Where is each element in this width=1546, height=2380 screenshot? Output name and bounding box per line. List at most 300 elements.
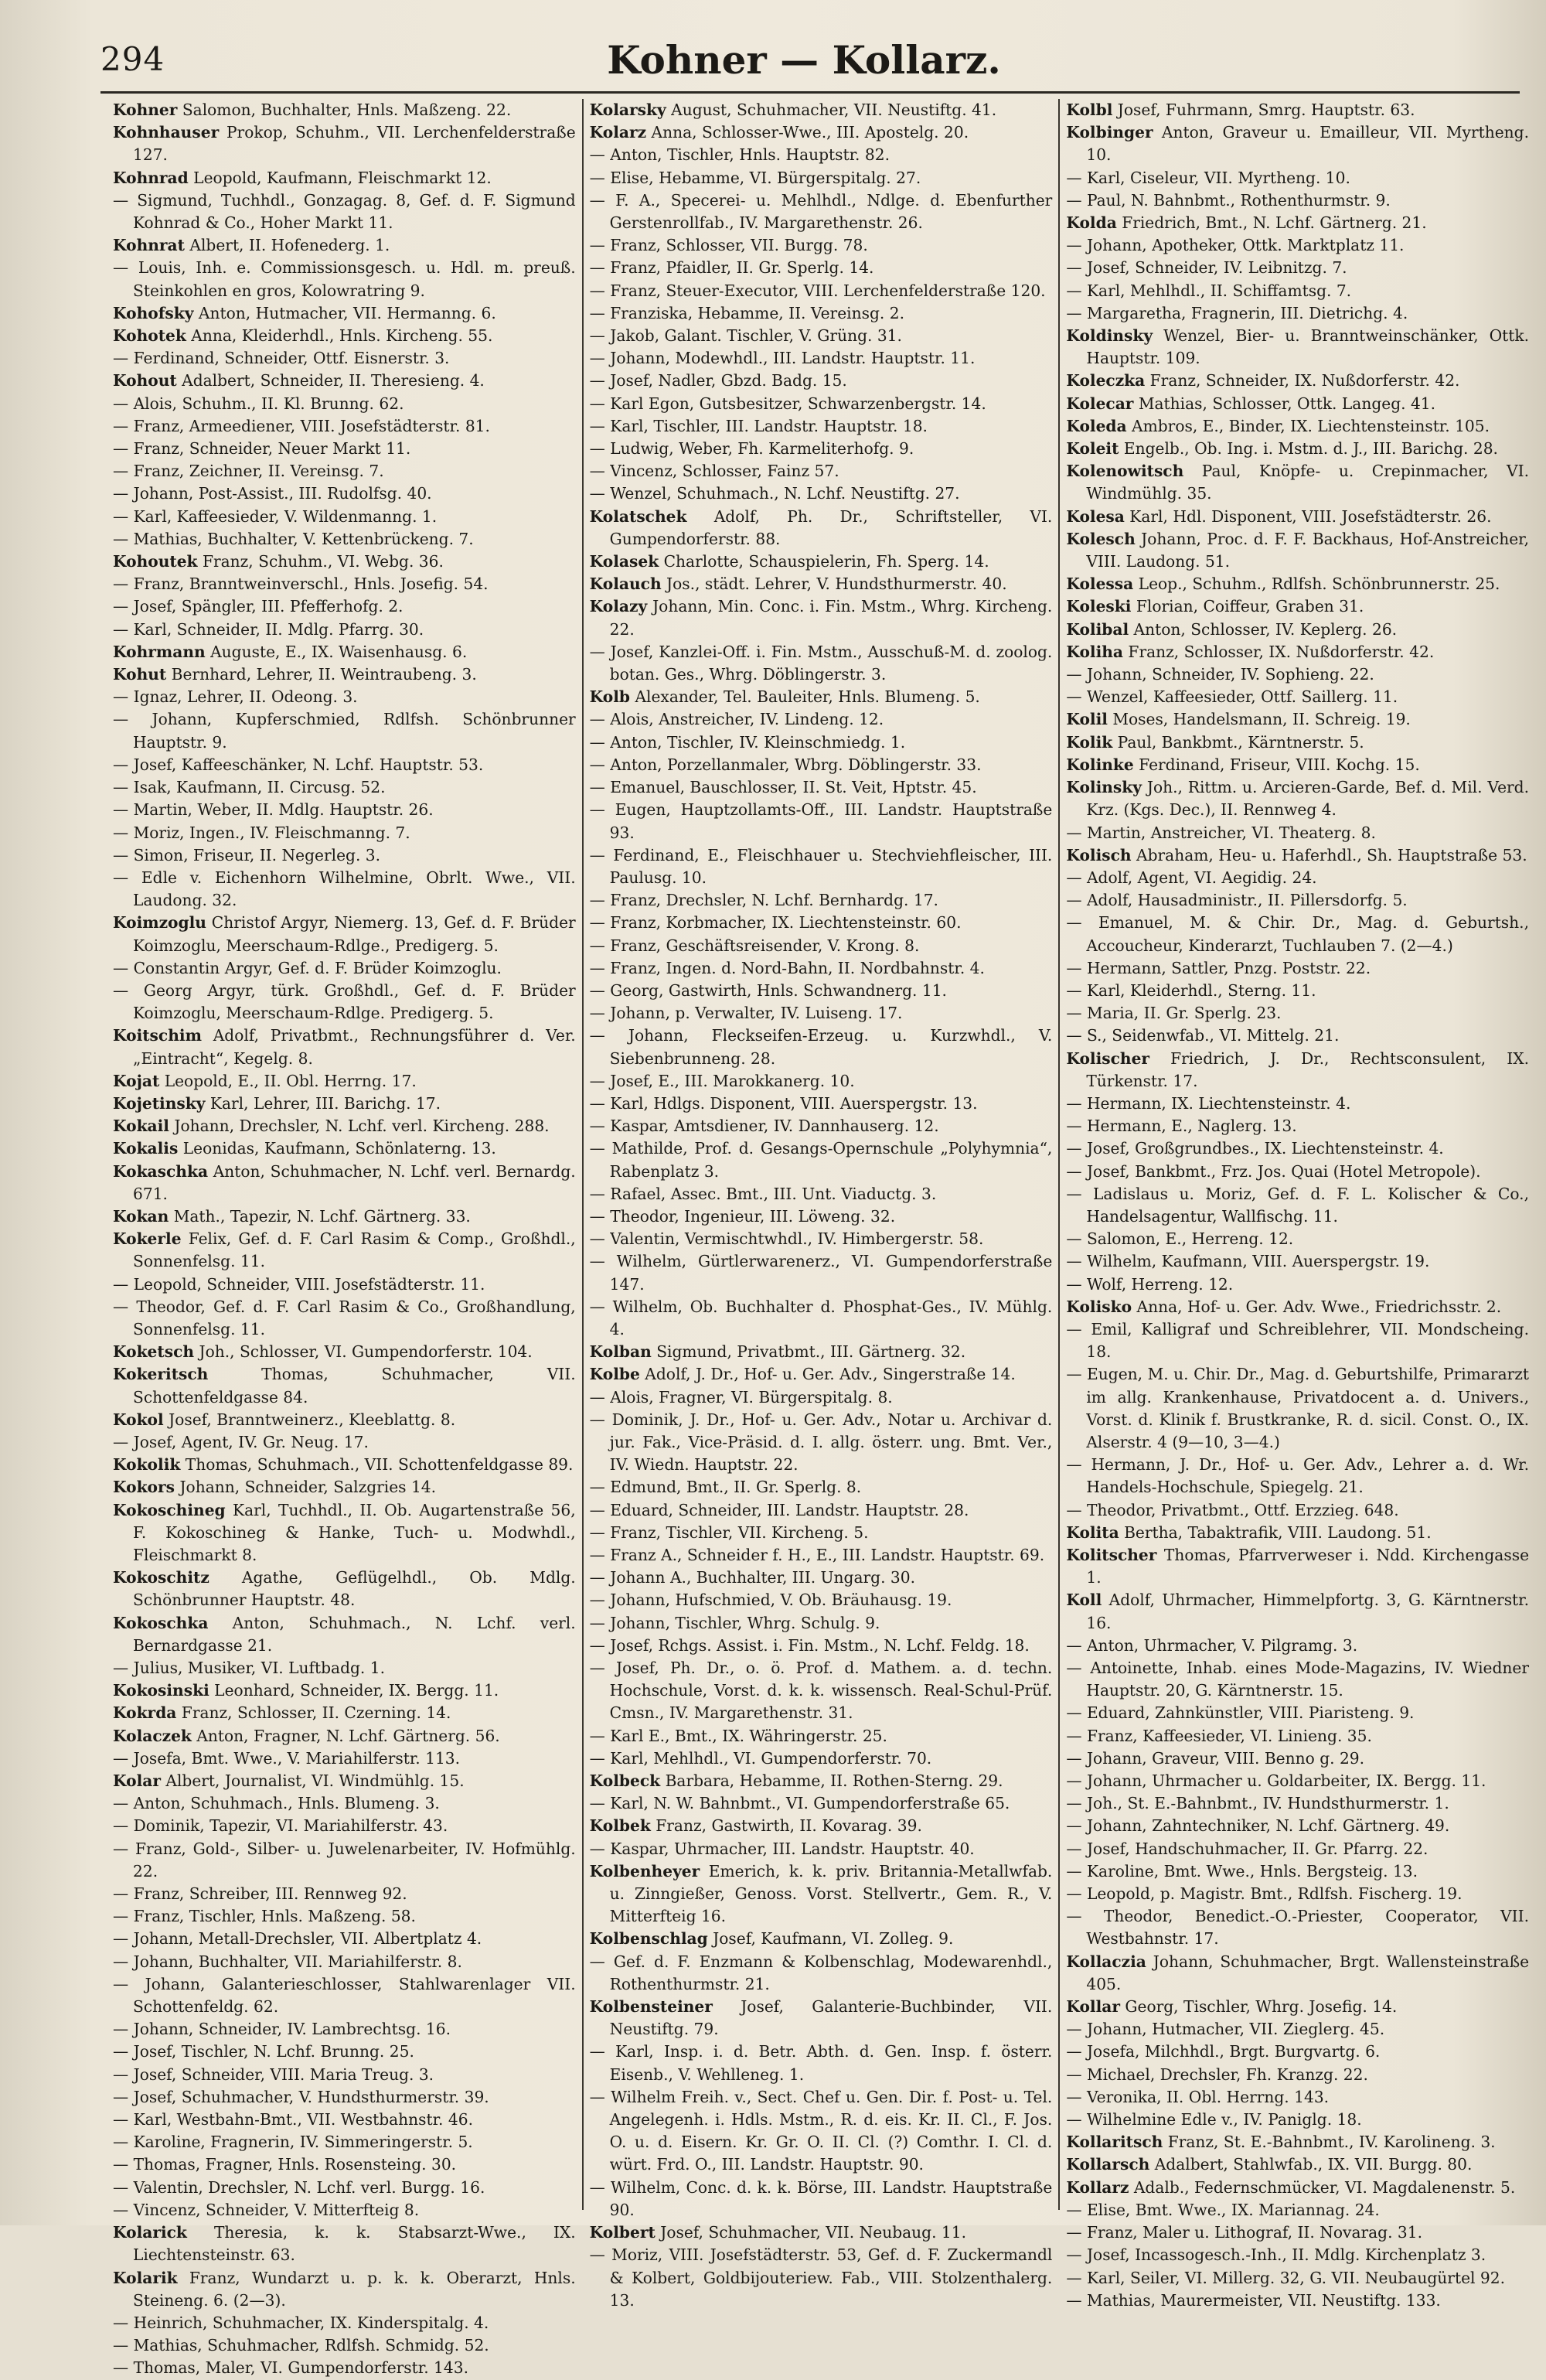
directory-entry	[1066, 370, 1529, 392]
entry-details: Thomas, Pfarrverweser i. Ndd. Kirchengasse 1.	[1086, 1546, 1530, 1587]
column-right	[1060, 99, 1535, 2310]
directory-entry	[113, 1657, 576, 1679]
directory-entry	[113, 1025, 576, 1069]
entry-surname: Kolazy	[589, 597, 648, 616]
entry-details: — Johann, Kupferschmied, Rdlfsh. Schönbrunner Hauptstr. 9.	[113, 710, 576, 752]
directory-entry	[590, 1838, 1053, 1860]
entry-details: — Wilhelm, Kaufmann, VIII. Auerspergstr. 19.	[1066, 1252, 1430, 1271]
entry-surname: Kolesch	[1066, 529, 1136, 548]
directory-entry	[590, 415, 1053, 438]
directory-entry	[113, 506, 576, 528]
directory-entry	[1066, 731, 1529, 754]
header-rule	[100, 91, 1520, 94]
directory-entry	[1066, 1137, 1529, 1160]
directory-entry	[590, 957, 1053, 980]
directory-entry	[590, 1205, 1053, 1228]
directory-entry	[1066, 980, 1529, 1002]
entry-details: Anton, Schuhmach., N. Lchf. verl. Bernardgasse 21.	[133, 1613, 576, 1655]
directory-entry	[1066, 1770, 1529, 1792]
entry-details: Adalb., Federnschmücker, VI. Magdalenenstr. 5.	[1129, 2177, 1516, 2197]
entry-surname: Koimzoglu	[113, 913, 206, 933]
entry-details: — Josef, Nadler, Gbzd. Badg. 15.	[589, 371, 847, 390]
directory-entry	[113, 1476, 576, 1499]
directory-entry	[1066, 776, 1529, 821]
directory-entry	[113, 189, 576, 234]
directory-entry	[113, 2221, 576, 2266]
directory-entry	[113, 1792, 576, 1815]
entry-surname: Kohrmann	[113, 642, 206, 661]
entry-details: Leonidas, Kaufmann, Schönlaterng. 13.	[178, 1139, 496, 1158]
entry-details: Charlotte, Schauspielerin, Fh. Sperg. 14.	[659, 552, 989, 571]
entry-details: Felix, Gef. d. F. Carl Rasim & Comp., Großhdl., Sonnenfelsg. 11.	[133, 1229, 576, 1271]
directory-entry	[113, 754, 576, 776]
entry-details: — Wilhelm, Ob. Buchhalter d. Phosphat-Ges., IV. Mühlg. 4.	[589, 1297, 1053, 1338]
directory-entry	[1066, 1792, 1529, 1815]
entry-details: Leopold, E., II. Obl. Herrng. 17.	[159, 1071, 417, 1090]
directory-entry	[590, 1476, 1053, 1499]
directory-entry	[590, 189, 1053, 234]
entry-details: Engelb., Ob. Ing. i. Mstm. d. J., III. Barichg. 28.	[1119, 439, 1498, 459]
entry-surname: Kolasek	[589, 552, 659, 571]
directory-entry	[1066, 2086, 1529, 2109]
entry-details: — Wilhelm Freih. v., Sect. Chef u. Gen. Dir. f. Post- u. Tel. Angelegenh. i. Hdls. Mstm., R. d. eis. Kr. II. Cl., F. Jos. O. u. d. Eisern. Kr. Gr. O. II. Cl. (?) Comthr. I. Cl. d. würt. Frd. O., III. Landstr. Hauptstr. 90.	[589, 2087, 1053, 2174]
entry-details: Agathe, Geflügelhdl., Ob. Mdlg. Schönbrunner Hauptstr. 48.	[133, 1568, 576, 1610]
directory-entry	[1066, 325, 1529, 370]
directory-entry	[590, 731, 1053, 754]
entry-details: — Johann, Graveur, VIII. Benno g. 29.	[1066, 1748, 1365, 1768]
entry-surname: Kollarz	[1066, 2177, 1129, 2197]
entry-details: — Edmund, Bmt., II. Gr. Sperlg. 8.	[589, 1478, 862, 1497]
directory-entry	[113, 776, 576, 799]
entry-details: — Theodor, Benedict.-O.-Priester, Cooperator, VII. Westbahnstr. 17.	[1066, 1907, 1530, 1949]
entry-details: — Georg, Gastwirth, Hnls. Schwandnerg. 11.	[589, 980, 947, 1000]
entry-surname: Kokors	[113, 1478, 175, 1497]
directory-entry	[590, 935, 1053, 957]
entry-details: — Johann, Uhrmacher u. Goldarbeiter, IX. Bergg. 11.	[1066, 1771, 1486, 1791]
column-middle	[584, 99, 1061, 2310]
entry-details: — Alois, Fragner, VI. Bürgerspitalg. 8.	[589, 1387, 893, 1407]
directory-entry	[590, 460, 1053, 482]
directory-entry	[113, 1431, 576, 1454]
directory-entry	[113, 1341, 576, 1363]
entry-details: — Josef, Schneider, IV. Leibnitzg. 7.	[1066, 258, 1347, 278]
entry-details: — Johann, Metall-Drechsler, VII. Albertplatz 4.	[113, 1929, 482, 1949]
entry-surname: Kolarsky	[589, 101, 666, 119]
directory-entry	[1066, 234, 1529, 257]
entry-details: — Kaspar, Amtsdiener, IV. Dannhauserg. 12.	[589, 1117, 939, 1136]
entry-details: Auguste, E., IX. Waisenhausg. 6.	[205, 642, 468, 661]
entry-details: — Karl, Schneider, II. Mdlg. Pfarrg. 30.	[113, 619, 424, 639]
directory-entry	[590, 1747, 1053, 1770]
directory-entry	[113, 708, 576, 753]
entry-details: — Johann, Galanterieschlosser, Stahlwarenlager VII. Schottenfeldg. 62.	[113, 1974, 576, 2017]
entry-surname: Kollaczia	[1066, 1952, 1146, 1971]
entry-surname: Kolisch	[1066, 845, 1132, 864]
entry-details: — Thomas, Fragner, Hnls. Rosensteing. 30.	[113, 2155, 457, 2174]
entry-details: Josef, Fuhrmann, Smrg. Hauptstr. 63.	[1112, 101, 1415, 119]
entry-details: — Josef, Bankbmt., Frz. Jos. Quai (Hotel Metropole).	[1066, 1161, 1481, 1181]
entry-details: — Josef, Rchgs. Assist. i. Fin. Mstm., N. Lchf. Feldg. 18.	[589, 1635, 1030, 1655]
entry-details: — Karl Egon, Gutsbesitzer, Schwarzenbergstr. 14.	[589, 394, 986, 413]
entry-details: — Karl, Westbahn-Bmt., VII. Westbahnstr. 46.	[113, 2110, 473, 2129]
directory-entry	[1066, 506, 1529, 528]
entry-details: — Michael, Drechsler, Fh. Kranzg. 22.	[1066, 2065, 1368, 2084]
directory-entry	[1066, 257, 1529, 279]
directory-entry	[590, 280, 1053, 302]
entry-details: Josef, Galanterie-Buchbinder, VII. Neustiftg. 79.	[609, 1997, 1053, 2039]
directory-entry	[590, 573, 1053, 595]
directory-entry	[113, 1070, 576, 1093]
entry-details: Leop., Schuhm., Rdlfsh. Schönbrunnerstr. 25.	[1133, 575, 1500, 594]
entry-details: — Franz, Zeichner, II. Vereinsg. 7.	[113, 462, 384, 481]
directory-entry	[1066, 1657, 1529, 1702]
entry-surname: Kohout	[113, 371, 177, 390]
directory-entry	[113, 1274, 576, 1296]
directory-entry	[1066, 2131, 1529, 2153]
entry-details: — Margaretha, Fragnerin, III. Dietrichg. 4.	[1066, 303, 1408, 322]
directory-entry	[1066, 1883, 1529, 1905]
entry-surname: Kokan	[113, 1206, 169, 1226]
entry-details: — Franz, Pfaidler, II. Gr. Sperlg. 14.	[589, 258, 874, 278]
entry-details: — Karoline, Fragnerin, IV. Simmeringerstr. 5.	[113, 2133, 473, 2152]
directory-entry	[590, 1386, 1053, 1409]
entry-details: Franz, Schneider, IX. Nußdorferstr. 42.	[1145, 371, 1460, 390]
directory-entry	[113, 1928, 576, 1950]
directory-entry	[113, 325, 576, 347]
entry-details: Thomas, Schuhmacher, VII. Schottenfeldgasse 84.	[133, 1365, 576, 1407]
entry-details: Josef, Schuhmacher, VII. Neubaug. 11.	[655, 2223, 967, 2242]
directory-entry	[590, 482, 1053, 505]
entry-surname: Kolik	[1066, 732, 1113, 752]
directory-entry	[1066, 1025, 1529, 1047]
directory-entry	[590, 1589, 1053, 1611]
entry-details: Jos., städt. Lehrer, V. Hundsthurmerstr. 40.	[661, 575, 1007, 594]
directory-entry	[113, 1093, 576, 1115]
directory-entry	[590, 1070, 1053, 1093]
entry-surname: Kolbinger	[1066, 123, 1153, 142]
directory-entry	[113, 551, 576, 573]
directory-entry	[590, 1093, 1053, 1115]
directory-entry	[113, 2109, 576, 2131]
entry-details: Anton, Schlosser, IV. Keplerg. 26.	[1129, 619, 1398, 639]
entry-details: — Karl, Seiler, VI. Millerg. 32, G. VII. Neubaugürtel 92.	[1066, 2268, 1505, 2287]
entry-details: — Valentin, Vermischtwhdl., IV. Himbergerstr. 58.	[589, 1229, 984, 1249]
entry-details: — Adolf, Hausadministr., II. Pillersdorfg. 5.	[1066, 891, 1408, 910]
directory-entry	[113, 2357, 576, 2379]
directory-entry	[113, 438, 576, 460]
entry-surname: Koketsch	[113, 1342, 195, 1362]
entry-details: Abraham, Heu- u. Haferhdl., Sh. Hauptstraße 53.	[1131, 845, 1527, 864]
entry-details: — Josef, Kanzlei-Off. i. Fin. Mstm., Ausschuß-M. d. zoolog. botan. Ges., Whrg. Döblingerstr. 3.	[589, 642, 1053, 684]
directory-entry	[590, 1612, 1053, 1635]
directory-entry	[113, 2018, 576, 2041]
entry-surname: Kollaritsch	[1066, 2133, 1163, 2152]
entry-surname: Kohut	[113, 665, 167, 684]
directory-entry	[113, 980, 576, 1025]
entry-surname: Kolibal	[1066, 619, 1129, 639]
entry-surname: Kohnhauser	[113, 123, 220, 142]
directory-entry	[113, 619, 576, 641]
directory-entry	[113, 799, 576, 821]
entry-details: Karl, Lehrer, III. Barichg. 17.	[205, 1093, 441, 1113]
entry-details: Adolf, Ph. Dr., Schriftsteller, VI. Gumpendorferstr. 88.	[609, 506, 1053, 548]
entry-details: — Ignaz, Lehrer, II. Odeong. 3.	[113, 687, 358, 707]
directory-entry	[113, 1973, 576, 2018]
entry-details: — Ladislaus u. Moriz, Gef. d. F. L. Kolischer & Co., Handelsagentur, Wallfischg. 11.	[1066, 1184, 1530, 1226]
entry-details: — Sigmund, Tuchhdl., Gonzagag. 8, Gef. d. F. Sigmund Kohnrad & Co., Hoher Markt 11.	[113, 190, 576, 233]
directory-entry	[113, 2131, 576, 2153]
directory-entry	[1066, 1454, 1529, 1499]
entry-surname: Kolinke	[1066, 755, 1134, 774]
directory-entry	[1066, 1296, 1529, 1318]
directory-entry	[113, 1612, 576, 1657]
directory-entry	[113, 2153, 576, 2176]
directory-entry	[590, 393, 1053, 415]
directory-entry	[1066, 1522, 1529, 1544]
directory-entry	[1066, 2290, 1529, 2312]
directory-entry	[590, 2177, 1053, 2221]
directory-entry	[113, 1363, 576, 1408]
directory-entry	[113, 1838, 576, 1883]
directory-entry	[1066, 1815, 1529, 1837]
entry-surname: Kolbenheyer	[589, 1861, 700, 1880]
entry-details: — Josefa, Bmt. Wwe., V. Mariahilferstr. 113.	[113, 1748, 461, 1768]
directory-entry	[590, 1250, 1053, 1295]
directory-entry	[113, 415, 576, 438]
entry-details: — Eugen, Hauptzollamts-Off., III. Landstr. Hauptstraße 93.	[589, 800, 1053, 842]
entry-surname: Kollar	[1066, 1997, 1120, 2017]
entry-details: Anton, Schuhmacher, N. Lchf. verl. Bernardg. 671.	[133, 1161, 576, 1203]
entry-details: — Johann, Fleckseifen-Erzeug. u. Kurzwhdl., V. Siebenbrunneng. 28.	[589, 1026, 1053, 1068]
directory-entry	[590, 686, 1053, 708]
directory-entry	[590, 438, 1053, 460]
entry-surname: Kolauch	[589, 575, 662, 594]
entry-details: — Hermann, J. Dr., Hof- u. Ger. Adv., Lehrer a. d. Wr. Handels-Hochschule, Spiegelg. 21.	[1066, 1455, 1530, 1497]
directory-entry	[1066, 1860, 1529, 1883]
directory-entry	[1066, 573, 1529, 595]
entry-details: — Theodor, Privatbmt., Ottf. Erzzieg. 648.	[1066, 1500, 1399, 1519]
entry-details: — Ferdinand, Schneider, Ottf. Eisnerstr. 3.	[113, 349, 450, 368]
entry-details: — Mathias, Maurermeister, VII. Neustiftg. 133.	[1066, 2290, 1441, 2310]
entry-details: — Eduard, Zahnkünstler, VIII. Piaristeng. 9.	[1066, 1703, 1415, 1723]
directory-entry	[113, 844, 576, 867]
directory-entry	[1066, 641, 1529, 663]
entry-details: — Karl, Hdlgs. Disponent, VIII. Auerspergstr. 13.	[589, 1093, 978, 1113]
directory-entry	[1066, 280, 1529, 302]
entry-surname: Kohnrad	[113, 168, 189, 187]
entry-details: Johann, Schneider, Salzgries 14.	[175, 1478, 437, 1497]
entry-details: — Theodor, Gef. d. F. Carl Rasim & Co., Großhandlung, Sonnenfelsg. 11.	[113, 1297, 576, 1338]
entry-details: — Wolf, Herreng. 12.	[1066, 1274, 1234, 1294]
directory-entry	[590, 99, 1053, 121]
directory-entry	[113, 867, 576, 912]
directory-entry	[1066, 2177, 1529, 2199]
directory-entry	[590, 347, 1053, 370]
entry-details: — Gef. d. F. Enzmann & Kolbenschlag, Modewarenhdl., Rothenthurmstr. 21.	[589, 1952, 1053, 1993]
entry-surname: Koitschim	[113, 1026, 202, 1045]
directory-entry	[590, 708, 1053, 731]
entry-details: — Johann, Zahntechniker, N. Lchf. Gärtnerg. 49.	[1066, 1816, 1450, 1836]
directory-entry	[113, 2086, 576, 2109]
directory-entry	[590, 980, 1053, 1002]
directory-entry	[590, 144, 1053, 166]
directory-entry	[1066, 844, 1529, 867]
directory-entry	[590, 1522, 1053, 1544]
entry-details: Georg, Tischler, Whrg. Josefig. 14.	[1119, 1997, 1398, 2017]
entry-details: — Eduard, Schneider, III. Landstr. Hauptstr. 28.	[589, 1500, 969, 1519]
entry-surname: Kokalis	[113, 1139, 179, 1158]
directory-entry	[113, 1815, 576, 1837]
entry-details: — Dominik, J. Dr., Hof- u. Ger. Adv., Notar u. Archivar d. jur. Fak., Vice-Präsid. d. I. allg. österr. ung. Bmt. Ver., IV. Wiedn. Hauptstr. 22.	[589, 1410, 1053, 1475]
directory-entry	[590, 1725, 1053, 1747]
entry-details: Joh., Rittm. u. Arcieren-Garde, Bef. d. Mil. Verd. Krz. (Kgs. Dec.), II. Rennweg 4.	[1086, 778, 1530, 820]
entry-details: — Karl, Ciseleur, VII. Myrtheng. 10.	[1066, 168, 1350, 187]
entry-details: — Franz, Ingen. d. Nord-Bahn, II. Nordbahnstr. 4.	[589, 958, 985, 977]
entry-details: — Franz, Branntweinverschl., Hnls. Josefig. 54.	[113, 575, 489, 594]
directory-entry	[590, 1770, 1053, 1792]
entry-surname: Kokosinski	[113, 1681, 209, 1700]
entry-surname: Kohotek	[113, 326, 186, 346]
entry-details: Joh., Schlosser, VI. Gumpendorferstr. 104.	[194, 1342, 533, 1362]
directory-entry	[113, 2199, 576, 2221]
entry-details: Franz, Schuhm., VI. Webg. 36.	[197, 552, 444, 571]
entry-details: — Valentin, Drechsler, N. Lchf. verl. Burgg. 16.	[113, 2177, 485, 2197]
directory-entry	[113, 1702, 576, 1724]
directory-entry	[113, 257, 576, 302]
entry-details: — Franziska, Hebamme, II. Vereinsg. 2.	[589, 303, 904, 322]
entry-surname: Koleski	[1066, 597, 1132, 616]
entry-details: Christof Argyr, Niemerg. 13, Gef. d. F. Brüder Koimzoglu, Meerschaum-Rdlge., Predigerg. 5.	[133, 913, 576, 955]
directory-entry	[590, 776, 1053, 799]
directory-entry	[1066, 1996, 1529, 2018]
entry-details: — Karl, Kaffeesieder, V. Wildenmanng. 1.	[113, 506, 438, 526]
entry-surname: Kolecar	[1066, 394, 1134, 413]
entry-details: — Anton, Porzellanmaler, Wbrg. Döblingerstr. 33.	[589, 755, 982, 774]
entry-details: Karl, Tuchhdl., II. Ob. Augartenstraße 56, F. Kokoschineg & Hanke, Tuch- u. Modwhdl., Fleischmarkt 8.	[133, 1500, 576, 1564]
directory-entry	[590, 1363, 1053, 1386]
directory-entry	[1066, 708, 1529, 731]
entry-details: — Wilhelm, Gürtlerwarenerz., VI. Gumpendorferstraße 147.	[589, 1252, 1053, 1294]
page-header	[100, 37, 1507, 91]
entry-details: — Franz, Schneider, Neuer Markt 11.	[113, 439, 411, 459]
directory-entry	[1066, 1048, 1529, 1093]
entry-details: — Josef, Agent, IV. Gr. Neug. 17.	[113, 1432, 369, 1451]
entry-details: — Louis, Inh. e. Commissionsgesch. u. Hdl. m. preuß. Steinkohlen en gros, Kolowratring 9.	[113, 258, 576, 300]
directory-entry	[113, 1747, 576, 1770]
entry-details: — Hermann, Sattler, Pnzg. Poststr. 22.	[1066, 958, 1371, 977]
directory-entry	[113, 99, 576, 121]
entry-details: — Vincenz, Schneider, V. Mitterfteig 8.	[113, 2200, 420, 2219]
entry-details: Math., Tapezir, N. Lchf. Gärtnerg. 33.	[169, 1206, 471, 1226]
directory-entry	[113, 641, 576, 663]
directory-entry	[1066, 2018, 1529, 2041]
entry-surname: Kolda	[1066, 213, 1117, 233]
entry-details: Anton, Hutmacher, VII. Hermanng. 6.	[193, 303, 496, 322]
entry-details: — Thomas, Maler, VI. Gumpendorferstr. 143.	[113, 2358, 468, 2378]
entry-details: — Johann, Schneider, IV. Sophieng. 22.	[1066, 665, 1374, 684]
entry-details: Prokop, Schuhm., VII. Lerchenfelderstraße 127.	[133, 123, 576, 165]
directory-entry	[1066, 1951, 1529, 1996]
entry-details: Johann, Drechsler, N. Lchf. verl. Kircheng. 288.	[169, 1117, 550, 1136]
entry-details: — Jakob, Galant. Tischler, V. Grüng. 31.	[589, 326, 902, 346]
directory-entry	[1066, 99, 1529, 121]
entry-details: — Leopold, Schneider, VIII. Josefstädterstr. 11.	[113, 1274, 485, 1294]
directory-entry	[590, 506, 1053, 551]
entry-surname: Kolenowitsch	[1066, 462, 1184, 481]
directory-entry	[113, 2312, 576, 2334]
entry-details: Franz, St. E.-Bahnbmt., IV. Karolineng. 3.	[1163, 2133, 1496, 2152]
entry-surname: Koliha	[1066, 642, 1124, 661]
directory-entry	[590, 257, 1053, 279]
directory-entry	[113, 663, 576, 686]
directory-entry	[1066, 2041, 1529, 2063]
entry-details: — Hermann, IX. Liechtensteinstr. 4.	[1066, 1093, 1351, 1113]
entry-details: — Moriz, Ingen., IV. Fleischmanng. 7.	[113, 823, 410, 842]
entry-details: Johann, Schuhmacher, Brgt. Wallensteinstraße 405.	[1086, 1952, 1530, 1993]
entry-surname: Kojetinsky	[113, 1093, 206, 1113]
entry-details: — Theodor, Ingenieur, III. Löweng. 32.	[589, 1206, 896, 1226]
entry-details: — Mathilde, Prof. d. Gesangs-Opernschule „Polyhymnia“, Rabenplatz 3.	[589, 1139, 1053, 1181]
entry-details: — Martin, Weber, II. Mdlg. Hauptstr. 26.	[113, 800, 434, 820]
directory-entry	[1066, 1093, 1529, 1115]
entry-details: Leonhard, Schneider, IX. Bergg. 11.	[209, 1681, 499, 1700]
entry-details: — Simon, Friseur, II. Negerleg. 3.	[113, 845, 381, 864]
entry-details: Franz, Wundarzt u. p. k. k. Oberarzt, Hnls. Steineng. 6. (2—3).	[133, 2268, 576, 2310]
directory-entry	[113, 370, 576, 392]
entry-details: — Emil, Kalligraf und Schreiblehrer, VII. Mondscheing. 18.	[1066, 1319, 1530, 1362]
entry-details: — Paul, N. Bahnbmt., Rothenthurmstr. 9.	[1066, 190, 1391, 210]
entry-details: Johann, Min. Conc. i. Fin. Mstm., Whrg. Kircheng. 22.	[609, 597, 1053, 639]
directory-entry	[1066, 619, 1529, 641]
directory-entry	[590, 1657, 1053, 1725]
entry-surname: Kokrda	[113, 1703, 177, 1723]
entry-details: — Eugen, M. u. Chir. Dr., Mag. d. Geburtshilfe, Primararzt im allg. Krankenhause, Privatdocent a. d. Univers., Vorst. d. Klinik f. Brustkranke, R. d. sicil. Const. O., IX. Alserstr. 4 (9—10, 3—4.)	[1066, 1365, 1530, 1451]
entry-details: August, Schuhmacher, VII. Neustiftg. 41.	[666, 101, 997, 119]
entry-details: — Joh., St. E.-Bahnbmt., IV. Hundsthurmerstr. 1.	[1066, 1794, 1449, 1813]
entry-details: — Veronika, II. Obl. Herrng. 143.	[1066, 2087, 1330, 2106]
directory-entry	[590, 2041, 1053, 2085]
directory-entry	[113, 957, 576, 980]
directory-entry	[113, 1115, 576, 1137]
directory-entry	[590, 844, 1053, 889]
directory-entry	[1066, 1161, 1529, 1183]
entry-details: — Dominik, Tapezir, VI. Mariahilferstr. 43.	[113, 1816, 448, 1836]
entry-details: — Franz, Korbmacher, IX. Liechtensteinstr. 60.	[589, 913, 962, 933]
directory-entry	[113, 1770, 576, 1792]
directory-entry	[590, 754, 1053, 776]
entry-details: Karl, Hdl. Disponent, VIII. Josefstädterstr. 26.	[1124, 506, 1492, 526]
entry-details: — Josef, E., III. Marokkanerg. 10.	[589, 1071, 855, 1090]
entry-details: — Josefa, Milchhdl., Brgt. Burgvartg. 6.	[1066, 2042, 1381, 2061]
directory-entry	[1066, 1274, 1529, 1296]
entry-details: Theresia, k. k. Stabsarzt-Wwe., IX. Liechtensteinstr. 63.	[133, 2223, 576, 2265]
directory-entry	[590, 1025, 1053, 1069]
entry-details: Johann, Proc. d. F. F. Backhaus, Hof-Anstreicher, VIII. Laudong. 51.	[1086, 529, 1530, 571]
directory-entry	[590, 1341, 1053, 1363]
entry-details: — Josef, Ph. Dr., o. ö. Prof. d. Mathem. a. d. techn. Hochschule, Vorst. d. k. k. wissensch. Real-Schul-Prüf. Cmsn., IV. Margarethenstr. 31.	[589, 1659, 1053, 1723]
directory-entry	[590, 912, 1053, 934]
entry-details: — Franz A., Schneider f. H., E., III. Landstr. Hauptstr. 69.	[589, 1546, 1045, 1564]
directory-entry	[1066, 686, 1529, 708]
entry-surname: Kolessa	[1066, 575, 1134, 594]
entry-details: — Karl, N. W. Bahnbmt., VI. Gumpendorferstraße 65.	[589, 1794, 1010, 1813]
entry-surname: Kolil	[1066, 710, 1108, 729]
entry-details: — S., Seidenwfab., VI. Mittelg. 21.	[1066, 1026, 1340, 1045]
directory-entry	[590, 1567, 1053, 1589]
directory-entry	[113, 2064, 576, 2086]
entry-details: Anton, Fragner, N. Lchf. Gärtnerg. 56.	[191, 1726, 500, 1745]
entry-details: — Josef, Kaffeeschänker, N. Lchf. Hauptstr. 53.	[113, 755, 484, 774]
